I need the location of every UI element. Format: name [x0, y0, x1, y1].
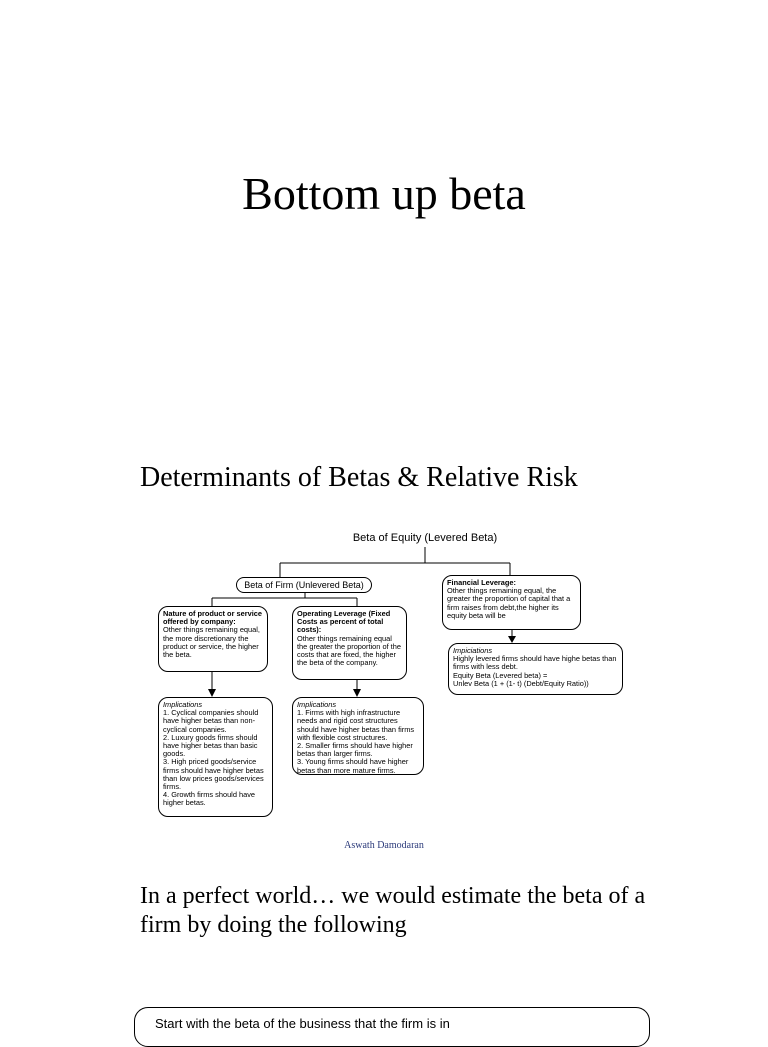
financial-body: Other things remaining equal, the greater the proportion of capital that a firm raises from debt,the higher its equity beta will be	[447, 586, 571, 620]
diagram-firm-beta: Beta of Firm (Unlevered Beta)	[236, 577, 372, 593]
operating-implication-line: 1. Firms with high infrastructure needs and rigid cost structures should have higher betas than firms with flexible cost structures.	[297, 708, 415, 742]
box-operating-implications	[292, 697, 424, 775]
box-financial-leverage	[442, 575, 581, 630]
product-body: Other things remaining equal, the more discretionary the product or service, the higher the beta.	[163, 625, 260, 660]
slide-title: Bottom up beta	[242, 168, 526, 219]
operating-body: Other things remaining equal the greater the proportion of the costs that are fixed, the higher the beta of the company.	[297, 633, 401, 668]
section-paragraph: In a perfect world… we would estimate the beta of a firm by doing the following	[140, 883, 646, 938]
product-heading: Nature of product or service offered by company:	[163, 609, 262, 627]
step-box-text: Start with the beta of the business that the firm is in	[155, 1016, 450, 1031]
step-box	[134, 1007, 650, 1047]
product-implication-line: 1. Cyclical companies should have higher betas than non-cyclical companies.	[163, 708, 259, 734]
financial-implication-line: Unlev Beta (1 + (1- t) (Debt/Equity Ratio))	[453, 678, 589, 688]
operating-implication-line: 2. Smaller firms should have higher betas than larger firms.	[297, 741, 413, 759]
operating-implication-line: 3. Young firms should have higher betas than more mature firms.	[297, 757, 409, 775]
financial-implication-line: Equity Beta (Levered beta) =	[453, 670, 548, 680]
operating-implications-heading: Implications	[297, 700, 337, 709]
diagram-top-label: Beta of Equity (Levered Beta)	[352, 532, 498, 544]
box-product-nature	[158, 606, 268, 672]
product-implication-line: 4. Growth firms should have higher betas.	[163, 790, 256, 808]
box-product-implications	[158, 697, 273, 817]
product-implications-heading: Implications	[163, 700, 203, 709]
financial-implications-heading: Impiciations	[453, 646, 493, 655]
financial-heading: Financial Leverage:	[447, 578, 517, 587]
author-credit: Aswath Damodaran	[344, 840, 424, 851]
box-financial-implications	[448, 643, 623, 695]
operating-heading: Operating Leverage (Fixed Costs as percent of total costs):	[297, 609, 391, 635]
product-implication-line: 3. High priced goods/service firms should have higher betas than low prices goods/services firms.	[163, 757, 264, 792]
financial-implication-line: Highly levered firms should have highe betas than firms with less debt.	[453, 654, 617, 672]
section-title: Determinants of Betas & Relative Risk	[140, 462, 578, 493]
box-operating-leverage	[292, 606, 407, 680]
product-implication-line: 2. Luxury goods firms should have higher betas than basic goods.	[163, 732, 258, 759]
